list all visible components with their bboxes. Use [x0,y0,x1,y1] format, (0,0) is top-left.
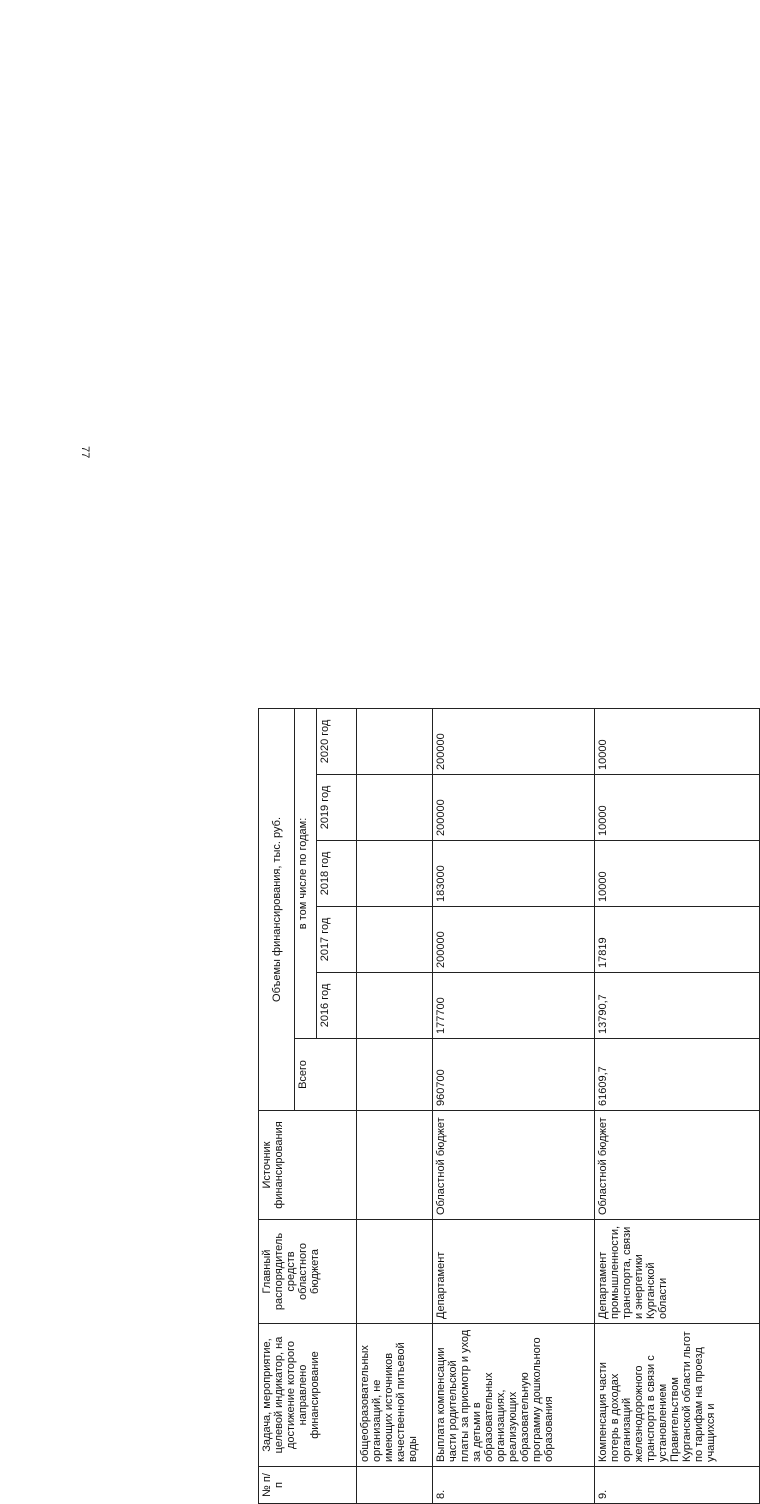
header-year-2017: 2017 год [317,907,357,973]
row-source: Областной бюджет [433,1111,595,1220]
row-total: 960700 [433,1039,595,1111]
row-source [357,1111,433,1220]
row-source: Областной бюджет [595,1111,760,1220]
row-value-2018 [357,841,433,907]
page-number: 77 [79,446,91,459]
header-num: № п/п [259,1467,357,1504]
header-year-2019: 2019 год [317,775,357,841]
row-value-2020: 200000 [433,708,595,774]
row-value-2017: 17819 [595,907,760,973]
row-num: 9. [595,1467,760,1504]
table-row [433,708,595,1503]
row-value-2018: 183000 [433,841,595,907]
header-year-2016: 2016 год [317,973,357,1039]
header-manager: Главный распорядитель средств областного бюджета [259,1220,357,1324]
table-row [357,708,433,1503]
header-year-2020: 2020 год [317,708,357,774]
row-manager: Департамент [433,1220,595,1324]
row-value-2019: 200000 [433,775,595,841]
row-value-2016: 177700 [433,973,595,1039]
row-manager: Департамент промышленности, транспорта, связи и энергетики Курганской области [595,1220,760,1324]
row-value-2016: 13790,7 [595,973,760,1039]
table-row [595,708,760,1503]
row-value-2017 [357,907,433,973]
financing-table [258,708,760,1504]
header-year-2018: 2018 год [317,841,357,907]
row-value-2019 [357,775,433,841]
row-total: 61609,7 [595,1039,760,1111]
row-value-2018: 10000 [595,841,760,907]
row-num [357,1467,433,1504]
header-total: Всего [295,1039,357,1111]
row-value-2017: 200000 [433,907,595,973]
row-value-2019: 10000 [595,775,760,841]
row-num: 8. [433,1467,595,1504]
row-value-2020 [357,708,433,774]
header-task: Задача, мероприятие, целевой индикатор, на достижение которого направлено финансирование [259,1324,357,1467]
row-value-2020: 10000 [595,708,760,774]
row-manager [357,1220,433,1324]
row-value-2016 [357,973,433,1039]
row-task: Выплата компенсации части родительской платы за присмотр и уход за детьми в образовательных организациях, реализующих образовательную программу дошкольного образования [433,1324,595,1467]
row-total [357,1039,433,1111]
header-source: Источник финансирования [259,1111,357,1220]
row-task: общеобразовательных организаций, не имеющих источников качественной питьевой воды [357,1324,433,1467]
header-volumes: Объемы финансирования, тыс. руб. [259,708,295,1110]
rotated-table-container [258,709,759,1504]
row-task: Компенсация части потерь в доходах организаций железнодорожного транспорта в связи с установлением Правительством Курганской области льгот по тарифам на проезд учащихся и [595,1324,760,1467]
header-by-years: в том числе по годам: [295,708,317,1038]
